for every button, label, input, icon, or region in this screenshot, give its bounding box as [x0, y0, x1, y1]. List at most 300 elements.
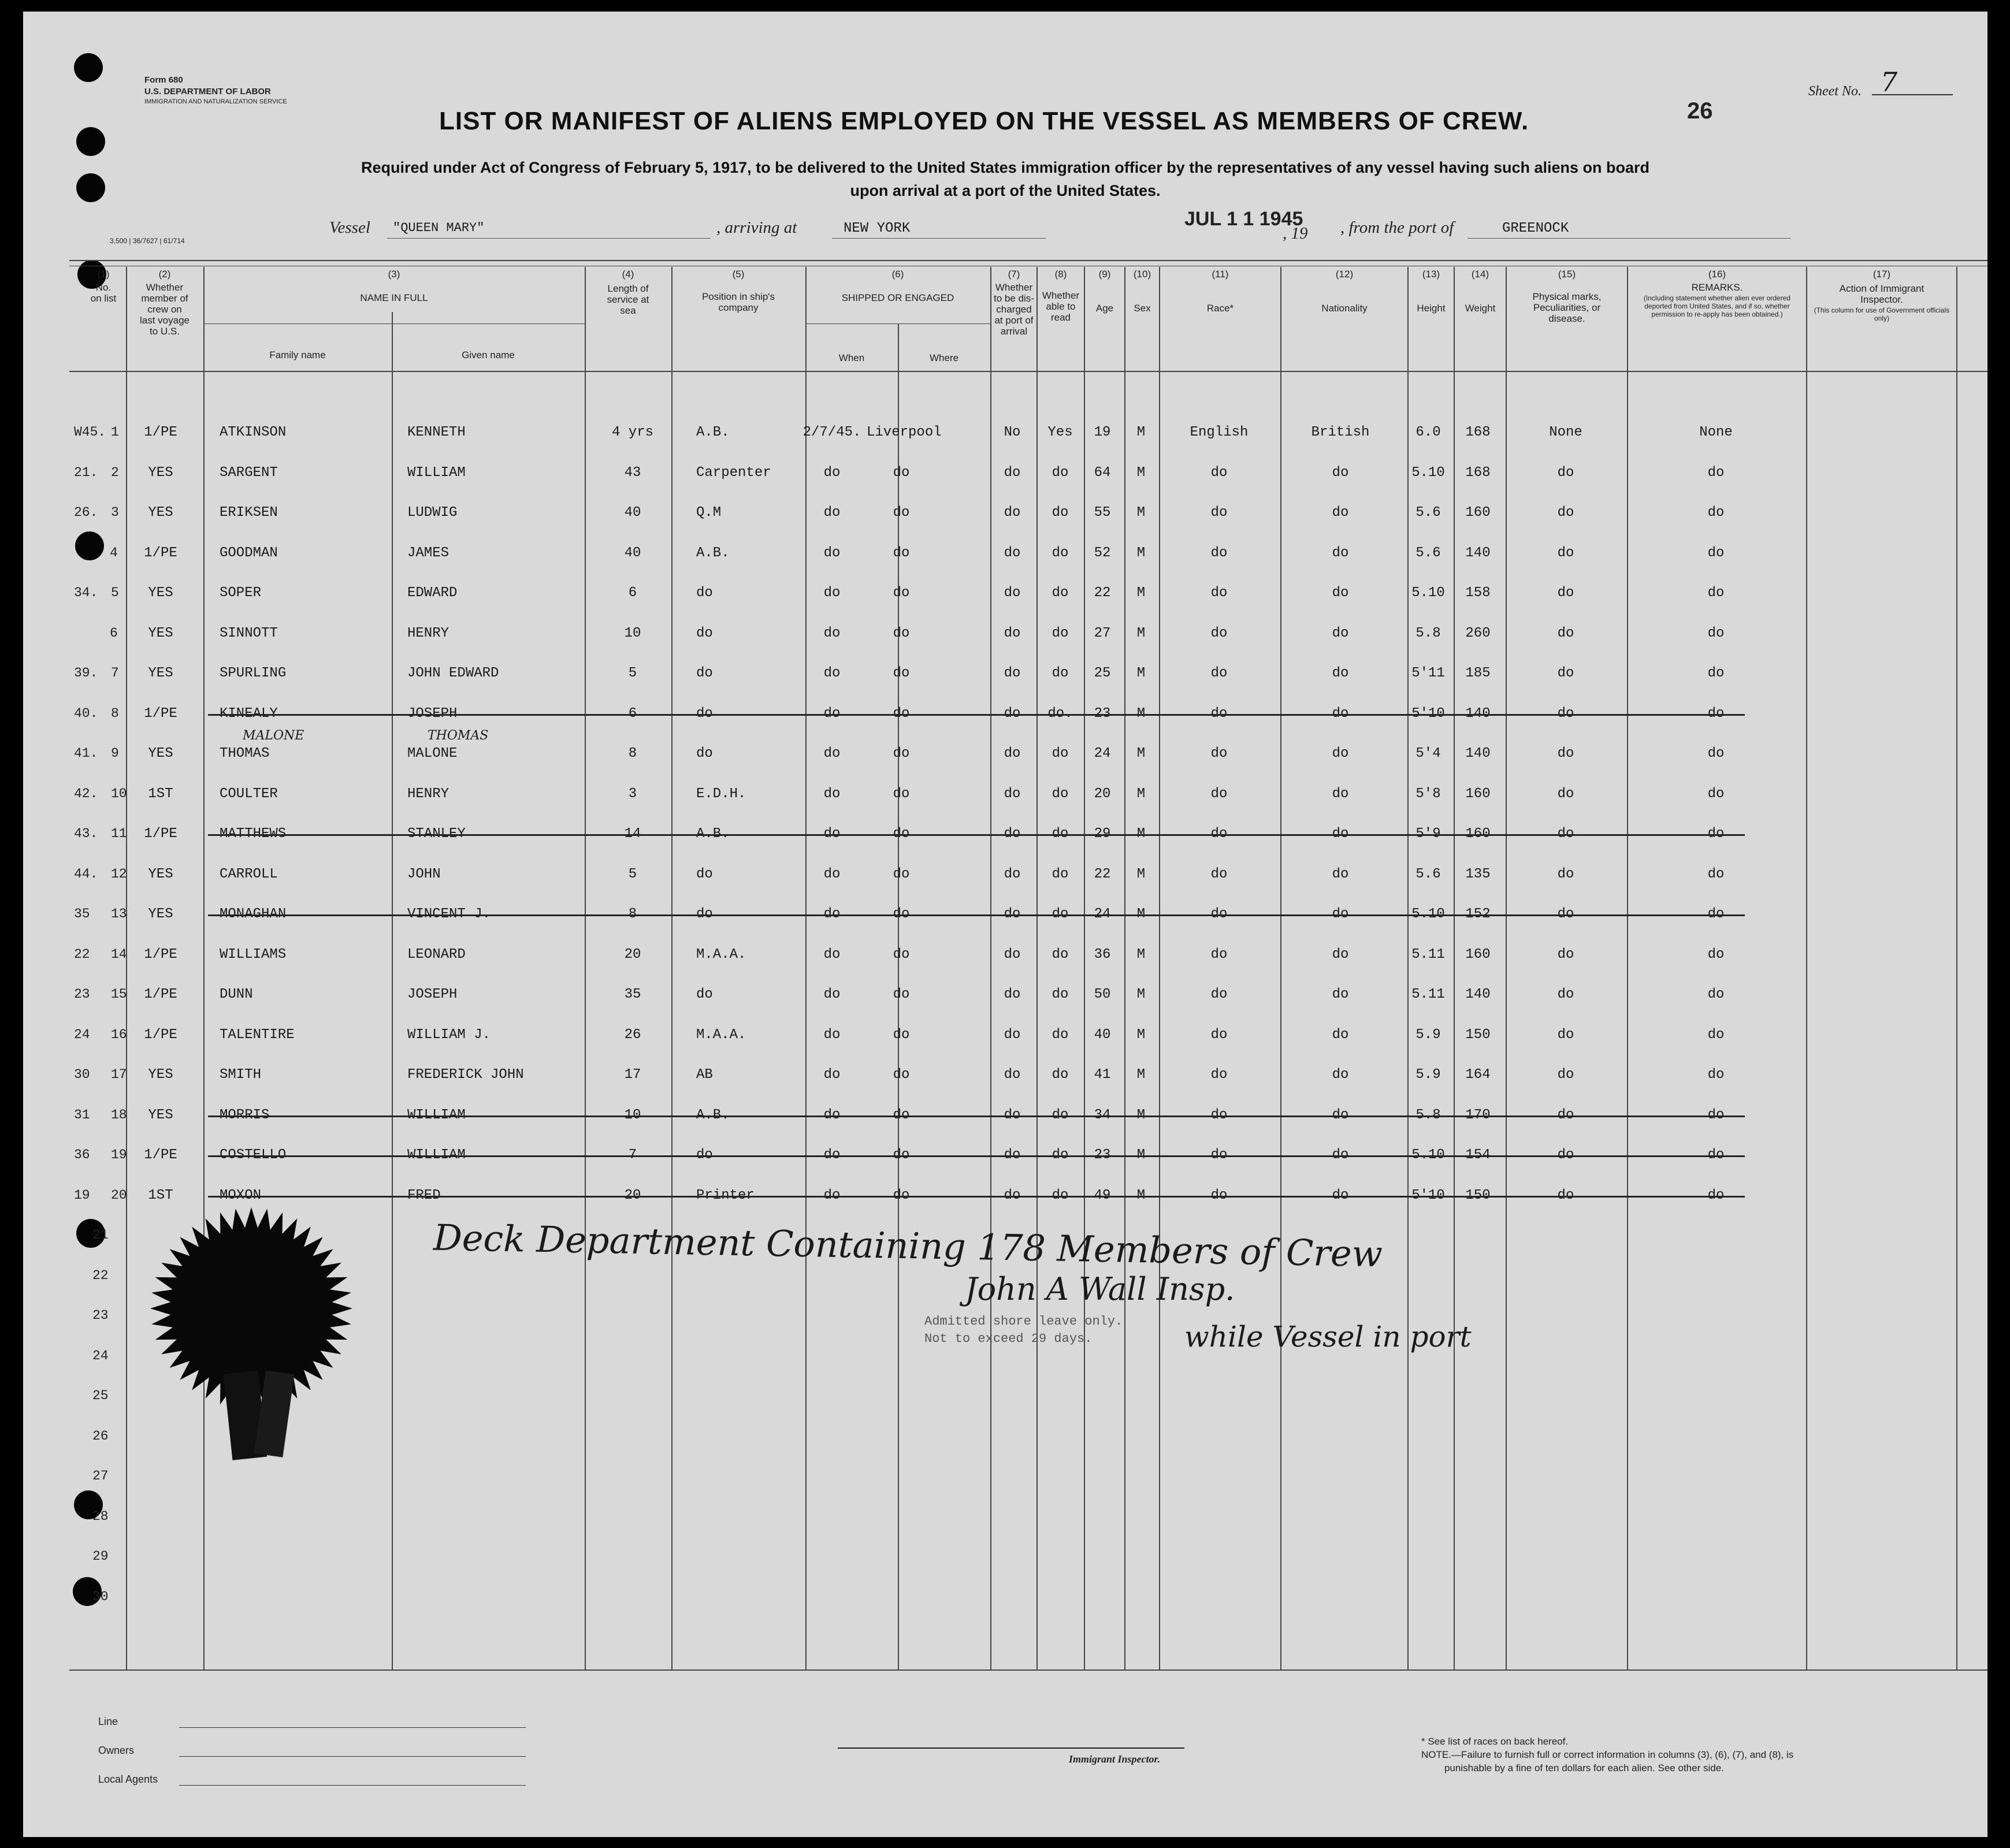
cell-weight: 158 — [1465, 585, 1491, 601]
row-ref-number: 40. — [74, 705, 98, 721]
cell-family: SARGENT — [220, 464, 278, 481]
col-sep — [1627, 267, 1628, 1669]
cell-nationality: do — [1332, 987, 1349, 1002]
col10-header: (10) Sex — [1133, 269, 1151, 314]
cell-prev: 1/PE — [144, 545, 177, 561]
cell-given: JOHN EDWARD — [407, 665, 499, 681]
cell-position: M.A.A. — [696, 946, 746, 962]
punch-hole — [74, 53, 103, 82]
cell-read: do — [1052, 746, 1069, 761]
cell-read: do — [1052, 585, 1069, 601]
cell-discharged: do — [1004, 625, 1021, 641]
strikethrough-line — [208, 834, 1745, 836]
cell-weight: 135 — [1465, 866, 1491, 882]
cell-remarks: None — [1699, 425, 1733, 440]
row-number: 1 — [111, 425, 119, 440]
cell-read: do — [1052, 505, 1069, 520]
cell-family: SMITH — [220, 1067, 262, 1083]
cell-prev: 1/PE — [144, 826, 177, 842]
cell-race: English — [1190, 425, 1249, 440]
cell-race: do — [1210, 505, 1228, 520]
cell-where: do — [893, 987, 910, 1002]
table-top-rule — [69, 260, 1987, 261]
cell-race: do — [1210, 987, 1228, 1002]
cell-given: WILLIAM J. — [407, 1027, 491, 1043]
cell-sex: M — [1136, 545, 1146, 561]
cell-discharged: do — [1004, 946, 1021, 962]
cell-nationality: do — [1332, 746, 1349, 761]
cell-where: do — [893, 746, 910, 761]
page-title: LIST OR MANIFEST OF ALIENS EMPLOYED ON THE VESSEL AS MEMBERS OF CREW. — [439, 107, 1529, 135]
punch-hole — [76, 173, 105, 202]
cell-position: Carpenter — [696, 464, 771, 481]
cell-prev: YES — [148, 866, 173, 882]
cell-age: 20 — [1094, 786, 1111, 802]
cell-service: 17 — [624, 1067, 641, 1083]
cell-weight: 150 — [1465, 1027, 1491, 1043]
cell-where: do — [893, 665, 910, 681]
strikethrough-line — [208, 1155, 1745, 1157]
cell-given: JOHN — [407, 866, 441, 882]
cell-age: 36 — [1094, 946, 1111, 962]
col-sep — [392, 312, 393, 1669]
cell-where: do — [893, 1067, 910, 1083]
empty-row-number: 25 — [92, 1388, 109, 1403]
cell-remarks: do — [1707, 665, 1725, 681]
cell-height: 5.6 — [1415, 505, 1441, 520]
cell-when: do — [823, 1067, 841, 1083]
cell-race: do — [1210, 786, 1228, 802]
cell-nationality: do — [1332, 786, 1349, 802]
cell-where: do — [893, 1027, 910, 1043]
cell-family: TALENTIRE — [220, 1027, 295, 1043]
cell-race: do — [1210, 625, 1228, 641]
cell-position: A.B. — [696, 545, 730, 561]
cell-remarks: do — [1707, 505, 1725, 520]
strikethrough-line — [208, 714, 1745, 716]
cell-prev: 1/PE — [144, 946, 177, 962]
inspector-signature: John A Wall Insp. — [965, 1271, 1235, 1307]
cell-position: do — [696, 987, 713, 1002]
cell-height: 6.0 — [1415, 425, 1441, 440]
cell-height: 5.9 — [1415, 1067, 1441, 1083]
cell-remarks: do — [1707, 786, 1725, 802]
cell-position: A.B. — [696, 425, 730, 440]
cell-prev: YES — [148, 906, 173, 922]
cell-race: do — [1210, 946, 1228, 962]
cell-discharged: do — [1004, 545, 1021, 561]
cell-sex: M — [1136, 946, 1146, 962]
cell-height: 5.8 — [1415, 625, 1441, 641]
row-number: 14 — [111, 946, 127, 962]
cell-discharged: do — [1004, 585, 1021, 601]
cell-service: 40 — [624, 545, 641, 561]
cell-where: do — [893, 946, 910, 962]
arriving-underline — [832, 238, 1046, 239]
cell-weight: 140 — [1465, 746, 1491, 761]
cell-marks: do — [1557, 585, 1574, 601]
cell-sex: M — [1136, 786, 1146, 802]
cell-read: do — [1052, 1027, 1069, 1043]
cell-race: do — [1210, 866, 1228, 882]
cell-when: do — [823, 505, 841, 520]
cell-marks: do — [1557, 987, 1574, 1002]
cell-family: CARROLL — [220, 866, 278, 882]
cell-prev: 1/PE — [144, 1147, 177, 1163]
cell-service: 8 — [628, 746, 637, 761]
col5-header: (5) Position in ship's company — [701, 269, 775, 313]
cell-remarks: do — [1707, 585, 1725, 601]
cell-prev: YES — [148, 1107, 173, 1123]
from-port: GREENOCK — [1502, 221, 1569, 236]
note-line-1: NOTE.—Failure to furnish full or correct information in columns (3), (6), (7), and (8), is — [1421, 1749, 1794, 1760]
row-number: 20 — [111, 1187, 127, 1203]
cell-height: 5.10 — [1411, 585, 1445, 601]
empty-row-number: 23 — [92, 1308, 109, 1323]
empty-row-number: 30 — [92, 1589, 109, 1604]
cell-discharged: do — [1004, 665, 1021, 681]
row-number: 13 — [111, 906, 127, 921]
empty-row-number: 21 — [92, 1228, 109, 1243]
header-bottom-rule — [69, 371, 1987, 372]
cell-sex: M — [1136, 625, 1146, 641]
handwritten-port-note: while Vessel in port — [1184, 1320, 1472, 1354]
arriving-port: NEW YORK — [844, 221, 911, 236]
cell-race: do — [1210, 1027, 1228, 1043]
cell-when: do — [823, 786, 841, 802]
family-correction: MALONE — [243, 728, 304, 743]
cell-height: 5.9 — [1415, 1027, 1441, 1043]
cell-nationality: do — [1332, 866, 1349, 882]
cell-marks: do — [1557, 946, 1574, 962]
col17-header: (17) Action of Immigrant Inspector. (This column for use of Government officials only) — [1814, 269, 1950, 322]
cell-read: do — [1052, 665, 1069, 681]
cell-prev: YES — [148, 665, 173, 681]
cell-service: 20 — [624, 946, 641, 962]
manifest-sheet — [23, 12, 1987, 1837]
cell-where: do — [893, 464, 910, 481]
cell-weight: 168 — [1465, 425, 1491, 440]
cell-sex: M — [1136, 987, 1146, 1002]
when-header: When — [838, 352, 865, 363]
col-sep — [1806, 267, 1807, 1669]
cell-where: do — [893, 505, 910, 520]
cell-discharged: do — [1004, 1027, 1021, 1043]
cell-age: 24 — [1094, 746, 1111, 761]
cell-service: 35 — [624, 987, 641, 1002]
cell-read: do — [1052, 1067, 1069, 1083]
cell-age: 22 — [1094, 585, 1111, 601]
cell-age: 64 — [1094, 464, 1111, 481]
punch-hole — [75, 531, 104, 560]
where-header: Where — [929, 352, 959, 363]
empty-row-number: 26 — [92, 1428, 109, 1444]
footer-agents-label: Local Agents — [98, 1773, 158, 1785]
cell-weight: 160 — [1465, 505, 1491, 520]
vessel-underline — [387, 238, 711, 239]
cell-nationality: do — [1332, 545, 1349, 561]
strikethrough-line — [208, 914, 1745, 916]
cell-when: do — [823, 946, 841, 962]
cell-given: WILLIAM — [407, 464, 466, 481]
row-number: 4 — [110, 545, 118, 560]
row-number: 12 — [111, 866, 127, 882]
cell-marks: None — [1549, 425, 1582, 440]
cell-age: 52 — [1094, 545, 1111, 561]
cell-given: KENNETH — [407, 425, 466, 440]
cell-race: do — [1210, 464, 1228, 481]
given-name-header: Given name — [462, 349, 515, 360]
row-number: 5 — [111, 585, 119, 600]
cell-marks: do — [1557, 505, 1574, 520]
cell-nationality: do — [1332, 505, 1349, 520]
row-ref-number: 43. — [74, 826, 98, 841]
row-ref-number: 35 — [74, 906, 90, 921]
row-ref-number: 26. — [74, 505, 98, 520]
cell-prev: YES — [148, 625, 173, 641]
shore-leave-stamp-2: Not to exceed 29 days. — [924, 1332, 1093, 1346]
col4-header: (4) Length of service at sea — [607, 269, 649, 316]
cell-remarks: do — [1707, 464, 1725, 481]
row-ref-number: 36 — [74, 1147, 90, 1162]
cell-remarks: do — [1707, 1027, 1725, 1043]
handwritten-deck-note: Deck Department Containing 178 Members of Crew — [433, 1216, 1383, 1276]
cell-service: 5 — [628, 866, 637, 882]
row-number: 10 — [111, 786, 127, 801]
cell-weight: 160 — [1465, 786, 1491, 802]
cell-height: 5.11 — [1411, 946, 1445, 962]
cell-marks: do — [1557, 786, 1574, 802]
col14-header: (14) Weight — [1465, 269, 1496, 314]
row-ref-number: 21. — [74, 464, 98, 480]
cell-remarks: do — [1707, 746, 1725, 761]
cell-read: do — [1052, 866, 1069, 882]
cell-prev: YES — [148, 585, 173, 601]
cell-sex: M — [1136, 585, 1146, 601]
cell-nationality: do — [1332, 1067, 1349, 1083]
row-number: 9 — [111, 746, 119, 761]
cell-height: 5'11 — [1411, 665, 1445, 681]
cell-weight: 140 — [1465, 545, 1491, 561]
cell-age: 25 — [1094, 665, 1111, 681]
row-number: 2 — [111, 464, 119, 480]
from-port-underline — [1467, 238, 1791, 239]
cell-position: E.D.H. — [696, 786, 746, 802]
cell-nationality: do — [1332, 464, 1349, 481]
date-stamp: JUL 1 1 1945 — [1184, 208, 1303, 230]
cell-age: 41 — [1094, 1067, 1111, 1083]
cell-service: 3 — [628, 786, 637, 802]
row-ref-number: W45. — [74, 425, 106, 440]
col-sep — [585, 267, 586, 1669]
col15-header: (15) Physical marks, Peculiarities, or disease. — [1532, 269, 1602, 324]
cell-read: Yes — [1047, 425, 1073, 440]
cell-when: do — [823, 665, 841, 681]
cell-position: do — [696, 665, 713, 681]
cell-marks: do — [1557, 545, 1574, 561]
cell-sex: M — [1136, 1027, 1146, 1043]
empty-row-number: 28 — [92, 1508, 109, 1524]
cell-height: 5'8 — [1415, 786, 1441, 802]
cell-discharged: do — [1004, 464, 1021, 481]
cell-read: do — [1052, 987, 1069, 1002]
cell-given: FREDERICK JOHN — [407, 1067, 524, 1083]
stamp-number: 26 — [1687, 98, 1713, 124]
cell-service: 6 — [628, 585, 637, 601]
row-ref-number: 19 — [74, 1187, 90, 1203]
cell-age: 27 — [1094, 625, 1111, 641]
cell-when: do — [823, 585, 841, 601]
note-line-2: punishable by a fine of ten dollars for each alien. See other side. — [1444, 1763, 1724, 1773]
cell-weight: 260 — [1465, 625, 1491, 641]
cell-when: do — [823, 1027, 841, 1043]
cell-remarks: do — [1707, 1067, 1725, 1083]
cell-discharged: do — [1004, 505, 1021, 520]
cell-weight: 164 — [1465, 1067, 1491, 1083]
cell-family: DUNN — [220, 987, 253, 1002]
cell-discharged: do — [1004, 987, 1021, 1002]
form-number: Form 680 — [144, 75, 183, 85]
col13-header: (13) Height — [1417, 269, 1446, 314]
cell-prev: 1/PE — [144, 425, 177, 440]
row-number: 18 — [111, 1107, 127, 1122]
races-note: * See list of races on back hereof. — [1421, 1736, 1569, 1747]
department: U.S. DEPARTMENT OF LABOR — [144, 87, 271, 96]
footer-owners-label: Owners — [98, 1745, 135, 1756]
cell-where: do — [893, 786, 910, 802]
cell-marks: do — [1557, 746, 1574, 761]
required-line-1: Required under Act of Congress of February 5, 1917, to be delivered to the United States immigration officer by the representatives of any vessel having such aliens on board — [361, 159, 1650, 176]
cell-sex: M — [1136, 746, 1146, 761]
cell-position: do — [696, 746, 713, 761]
cell-position: Q.M — [696, 505, 722, 520]
strikethrough-line — [208, 1196, 1745, 1198]
row-number: 19 — [111, 1147, 127, 1162]
cell-family: ERIKSEN — [220, 505, 278, 520]
cell-nationality: do — [1332, 1027, 1349, 1043]
footer-line-rule — [179, 1727, 526, 1728]
cell-read: do — [1052, 464, 1069, 481]
cell-sex: M — [1136, 464, 1146, 481]
col9-header: (9) Age — [1095, 269, 1114, 314]
row-number: 6 — [110, 625, 118, 641]
col7-header: (7) Whether to be dis-charged at port of arrival — [994, 269, 1034, 337]
cell-when: do — [823, 866, 841, 882]
cell-position: do — [696, 866, 713, 882]
cell-read: do — [1052, 786, 1069, 802]
row-number: 8 — [111, 705, 119, 721]
cell-discharged: do — [1004, 786, 1021, 802]
cell-nationality: British — [1311, 425, 1370, 440]
cell-where: do — [893, 545, 910, 561]
cell-prev: YES — [148, 1067, 173, 1083]
cell-prev: YES — [148, 746, 173, 761]
col6-header: (6) SHIPPED OR ENGAGED — [841, 269, 954, 303]
cell-prev: 1/PE — [144, 1027, 177, 1043]
cell-where: do — [893, 585, 910, 601]
cell-when: 2/7/45. — [802, 425, 861, 440]
cell-when: do — [823, 625, 841, 641]
cell-weight: 160 — [1465, 946, 1491, 962]
col12-header: (12) Nationality — [1321, 269, 1368, 314]
row-number: 16 — [111, 1027, 127, 1042]
cell-where: do — [893, 625, 910, 641]
row-number: 17 — [111, 1067, 127, 1082]
cell-given: JAMES — [407, 545, 449, 561]
sheet-number: 7 — [1881, 66, 1898, 98]
empty-row-number: 24 — [92, 1348, 109, 1363]
cell-discharged: do — [1004, 866, 1021, 882]
row-number: 11 — [111, 826, 127, 841]
from-port-label: , from the port of — [1340, 218, 1454, 237]
cell-where: Liverpool — [867, 425, 942, 440]
cell-family: SINNOTT — [220, 625, 278, 641]
inspector-rule — [838, 1747, 1184, 1749]
sheet-label: Sheet No. — [1808, 84, 1862, 99]
cell-prev: 1ST — [148, 1187, 173, 1203]
empty-row-number: 27 — [92, 1468, 109, 1483]
cell-prev: YES — [148, 505, 173, 520]
cell-height: 5'4 — [1415, 746, 1441, 761]
cell-given: MALONE — [407, 746, 458, 761]
cell-remarks: do — [1707, 545, 1725, 561]
cell-family: GOODMAN — [220, 545, 278, 561]
cell-discharged: do — [1004, 1067, 1021, 1083]
arriving-label: , arriving at — [716, 218, 797, 237]
shore-leave-stamp-1: Admitted shore leave only. — [924, 1314, 1123, 1329]
cell-weight: 185 — [1465, 665, 1491, 681]
col1-header: (1) No. on list — [90, 269, 117, 304]
cell-family: ATKINSON — [220, 425, 287, 440]
cell-sex: M — [1136, 425, 1146, 440]
col-sep — [671, 267, 673, 1669]
cell-family: THOMAS — [220, 746, 270, 761]
row-ref-number: 44. — [74, 866, 98, 882]
strikethrough-line — [208, 1116, 1745, 1117]
cell-given: LEONARD — [407, 946, 466, 962]
cell-sex: M — [1136, 505, 1146, 520]
cell-age: 50 — [1094, 987, 1111, 1002]
cell-prev: 1ST — [148, 786, 173, 802]
family-name-header: Family name — [269, 349, 326, 360]
cell-given: JOSEPH — [407, 987, 458, 1002]
cell-prev: 1/PE — [144, 705, 177, 722]
footer-line-label: Line — [98, 1716, 118, 1727]
row-number: 3 — [111, 505, 119, 520]
cell-height: 5.6 — [1415, 866, 1441, 882]
row-ref-number: 24 — [74, 1027, 90, 1042]
cell-marks: do — [1557, 866, 1574, 882]
empty-row-number: 29 — [92, 1549, 109, 1564]
cell-remarks: do — [1707, 987, 1725, 1002]
seal-icon — [136, 1199, 378, 1464]
table-bottom-rule — [69, 1669, 1987, 1671]
cell-sex: M — [1136, 1067, 1146, 1083]
cell-marks: do — [1557, 464, 1574, 481]
cell-age: 19 — [1094, 425, 1111, 440]
row-ref-number: 23 — [74, 987, 90, 1002]
given-correction: THOMAS — [428, 728, 489, 743]
cell-service: 5 — [628, 665, 637, 681]
cell-prev: 1/PE — [144, 987, 177, 1002]
punch-hole — [76, 127, 105, 156]
row-ref-number: 30 — [74, 1067, 90, 1082]
row-number: 7 — [111, 665, 119, 681]
cell-family: SOPER — [220, 585, 262, 601]
row-number: 15 — [111, 987, 127, 1002]
cell-weight: 168 — [1465, 464, 1491, 481]
vessel-name: "QUEEN MARY" — [393, 221, 485, 235]
